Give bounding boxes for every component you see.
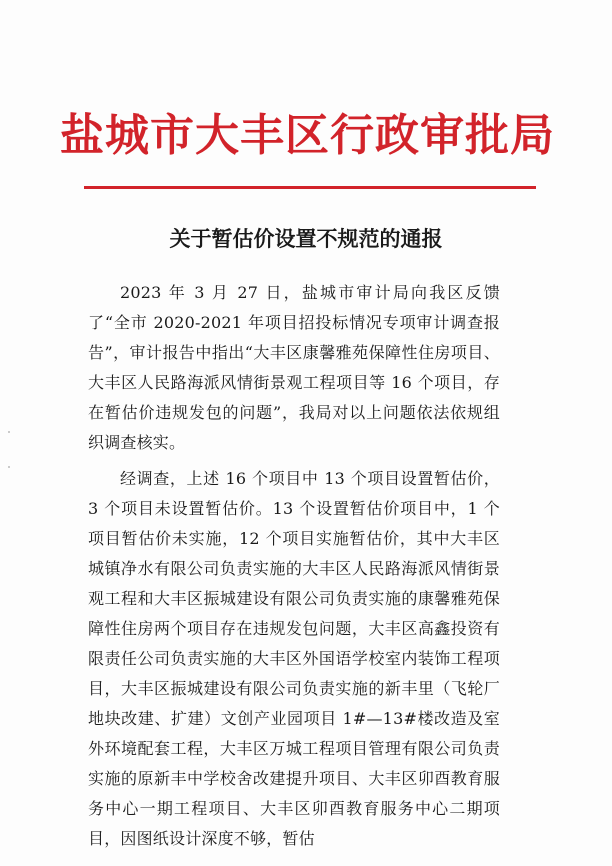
paragraph: 经调查，上述 16 个项目中 13 个项目设置暂估价，3 个项目未设置暂估价。13 个设置暂估价项目中，1 个项目暂估价未实施，12 个项目实施暂估价，其中大丰区城镇净水有限公司负责实施的大丰区人民路海派风情街景观工程和大丰区振城建设有限公司负责实施的康馨雅苑保障性住房两个项目存在违规发包问题，大丰区高鑫投资有限责任公司负责实施的大丰区外国语学校室内装饰工程项目，大丰区振城建设有限公司负责实施的新丰里（飞轮厂地块改建、扩建）文创产业园项目 1#—13#楼改造及室外环境配套工程，大丰区万城工程项目管理有限公司负责实施的原新丰中学校舍改建提升项目、大丰区卯酉教育服务中心一期工程项目、大丰区卯酉教育服务中心二期项目，因图纸设计深度不够，暂估 [88, 469, 500, 848]
header-divider [84, 186, 536, 189]
document-body [88, 278, 500, 860]
paragraph: 2023 年 3 月 27 日，盐城市审计局向我区反馈了“全市 2020-2021 年项目招投标情况专项审计调查报告”，审计报告中指出“大丰区康馨雅苑保障性住房项目、大丰区人民路海派风情街景观工程项目等 16 个项目，存在暂估价违规发包的问题”，我局对以上问题依法依规组织调查核实。 [88, 283, 500, 452]
scan-speck [8, 431, 10, 433]
document-title: 关于暂估价设置不规范的通报 [169, 226, 443, 251]
scan-speck [8, 466, 10, 468]
issuing-authority-title: 盐城市大丰区行政审批局 [60, 110, 555, 161]
